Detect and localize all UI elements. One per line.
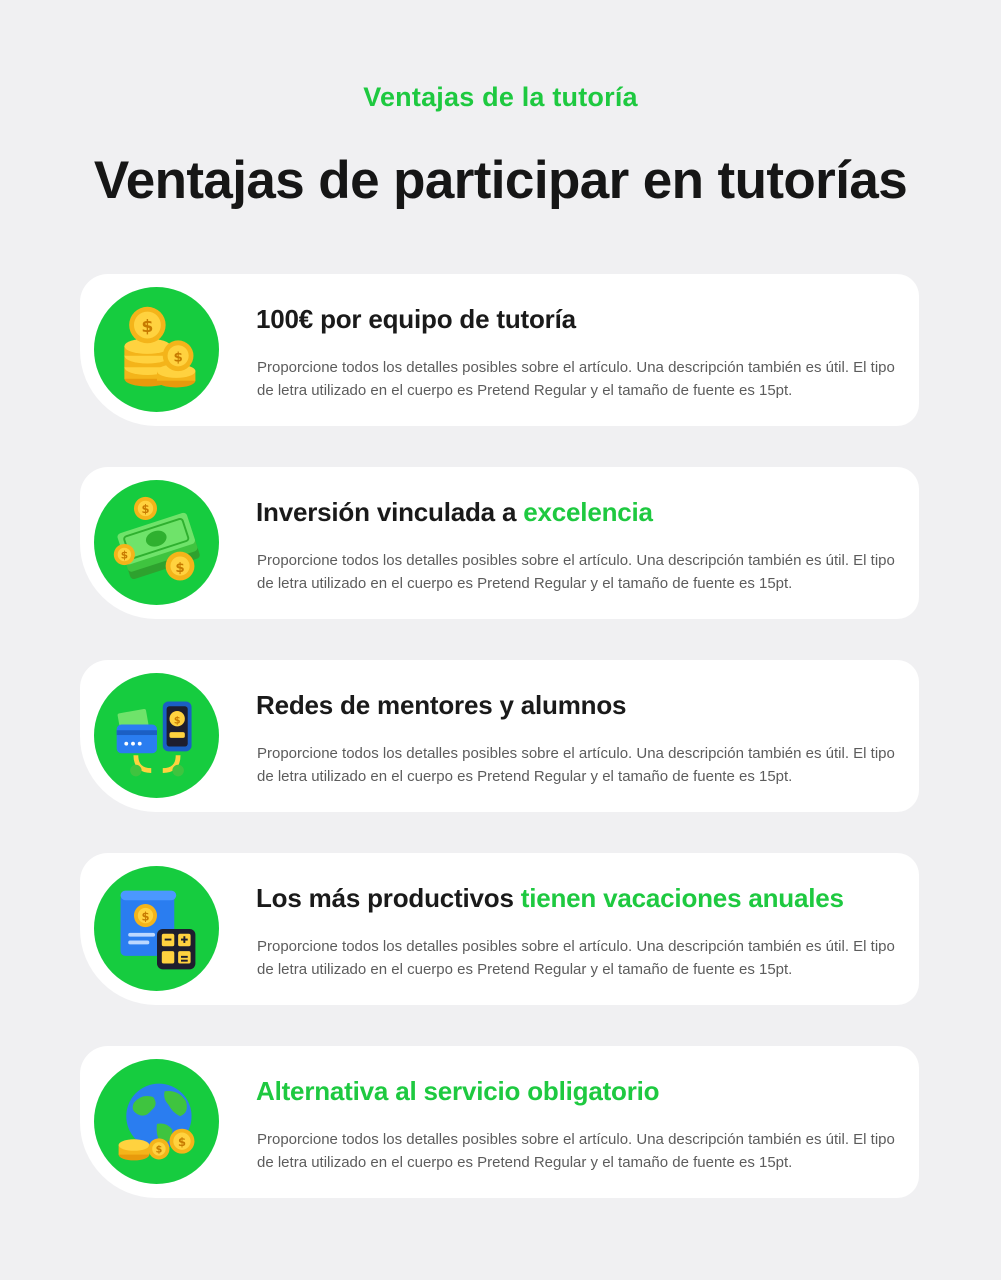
coins-stack-icon	[94, 287, 219, 412]
card-title: Inversión vinculada a excelencia	[256, 497, 653, 527]
cash-bundle-icon	[94, 480, 219, 605]
card-description: Proporcione todos los detalles posibles sobre el artículo. Una descripción también es útil. El tipo de letra utilizado en el cuerpo es Pretend Regular y el tamaño de fuente es 15pt.	[257, 552, 895, 592]
svg-text:$: $	[174, 560, 185, 576]
card-title: Redes de mentores y alumnos	[256, 690, 627, 720]
card-description: Proporcione todos los detalles posibles sobre el artículo. Una descripción también es útil. El tipo de letra utilizado en el cuerpo es Pretend Regular y el tamaño de fuente es 15pt.	[257, 1131, 895, 1171]
card-title: Los más productivos tienen vacaciones anuales	[256, 883, 844, 913]
card-description: Proporcione todos los detalles posibles sobre el artículo. Una descripción también es útil. El tipo de letra utilizado en el cuerpo es Pretend Regular y el tamaño de fuente es 15pt.	[257, 359, 895, 399]
globe-coins-icon	[94, 1059, 219, 1184]
eyebrow-label: Ventajas de la tutoría	[363, 82, 638, 112]
card-title: 100€ por equipo de tutoría	[256, 304, 576, 334]
card-title: Alternativa al servicio obligatorio	[256, 1076, 660, 1106]
invoice-calculator-icon	[94, 866, 219, 991]
svg-text:$: $	[140, 316, 153, 337]
benefit-card	[80, 274, 919, 426]
benefit-card	[80, 467, 919, 619]
svg-text:$: $	[173, 715, 180, 727]
svg-text:$: $	[177, 1134, 186, 1149]
svg-text:$: $	[140, 501, 149, 516]
benefit-card	[80, 1046, 919, 1198]
page-title: Ventajas de participar en tutorías	[93, 151, 908, 210]
svg-text:$: $	[120, 548, 128, 561]
benefit-card	[80, 853, 919, 1005]
card-phone-exchange-icon	[94, 673, 219, 798]
svg-text:$: $	[172, 350, 183, 366]
svg-text:$: $	[155, 1144, 162, 1156]
card-description: Proporcione todos los detalles posibles sobre el artículo. Una descripción también es útil. El tipo de letra utilizado en el cuerpo es Pretend Regular y el tamaño de fuente es 15pt.	[257, 745, 895, 785]
svg-text:$: $	[140, 908, 149, 923]
benefit-card	[80, 660, 919, 812]
card-description: Proporcione todos los detalles posibles sobre el artículo. Una descripción también es útil. El tipo de letra utilizado en el cuerpo es Pretend Regular y el tamaño de fuente es 15pt.	[257, 938, 895, 978]
